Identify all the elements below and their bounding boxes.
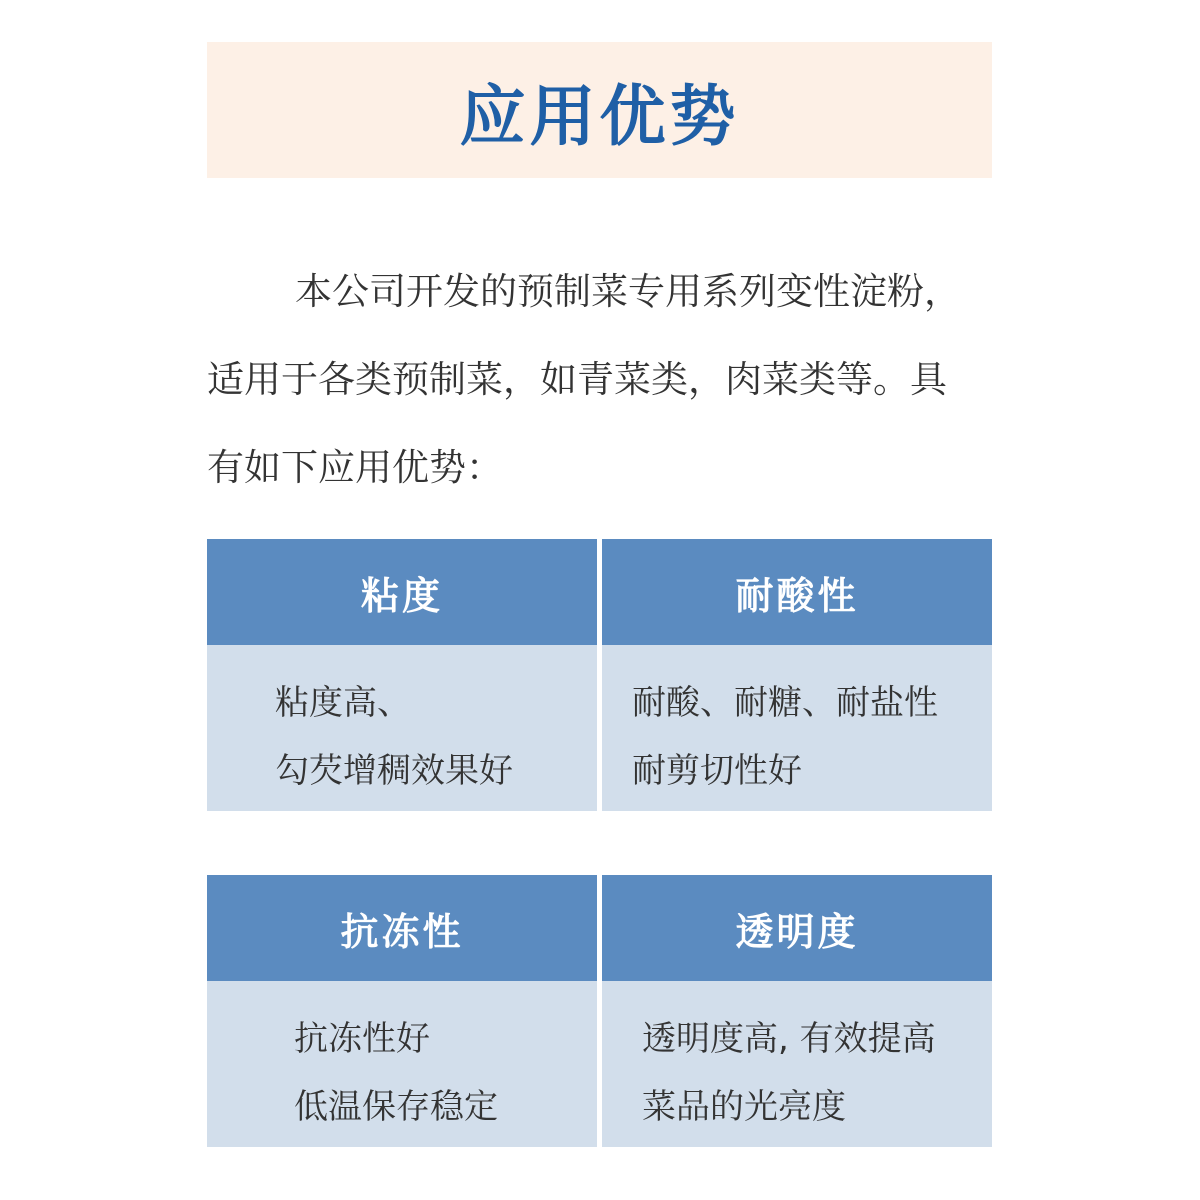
card-acid-resistance [602,539,992,811]
card-line: 耐酸、耐糖、耐盐性 [632,683,938,723]
card-line: 勾芡增稠效果好 [275,751,513,791]
card-title: 透明度 [735,909,859,954]
advantage-row-1 [207,539,992,811]
card-header [207,539,597,645]
page-title: 应用优势 [459,77,740,155]
card-line: 低温保存稳定 [294,1087,498,1127]
card-line: 抗冻性好 [294,1019,430,1059]
card-transparency [602,875,992,1147]
card-line: 耐剪切性好 [632,751,802,791]
intro-paragraph: 本公司开发的预制菜专用系列变性淀粉，适用于各类预制菜，如青菜类，肉菜类等。具有如下应用优势： [207,270,961,489]
card-line: 粘度高、 [275,683,411,723]
card-title: 耐酸性 [735,573,859,618]
card-header [602,539,992,645]
title-banner [207,42,992,178]
card-line: 菜品的光亮度 [642,1087,846,1127]
card-freeze-resistance [207,875,597,1147]
card-title: 抗冻性 [340,909,464,954]
card-body [602,645,992,811]
advantage-row-2 [207,875,992,1147]
card-header [207,875,597,981]
card-title: 粘度 [360,573,443,618]
card-header [602,875,992,981]
card-line: 透明度高, 有效提高 [642,1019,936,1059]
card-body [207,981,597,1147]
card-body [602,981,992,1147]
card-viscosity [207,539,597,811]
card-body [207,645,597,811]
